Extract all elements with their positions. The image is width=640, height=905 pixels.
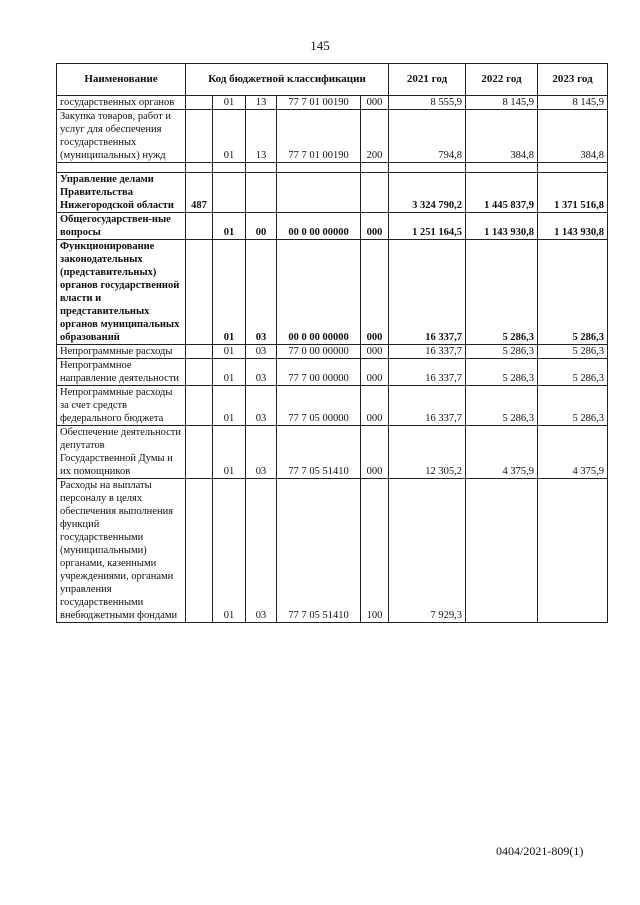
- subsection-code-cell: 13: [246, 96, 277, 110]
- expense-type-code-cell: 100: [361, 479, 389, 623]
- spacer-cell: [186, 163, 213, 173]
- section-code-cell: 01: [213, 96, 246, 110]
- header-2021: 2021 год: [389, 64, 466, 96]
- row-name-cell: Закупка товаров, работ и услуг для обеспечения государственных (муниципальных) нужд: [57, 110, 186, 163]
- table-row: [57, 345, 608, 359]
- table-row: [57, 213, 608, 240]
- amount-2022-cell: 4 375,9: [466, 426, 538, 479]
- spacer-cell: [466, 163, 538, 173]
- header-name: Наименование: [57, 64, 186, 96]
- expense-type-code-cell: 000: [361, 345, 389, 359]
- row-name-cell: Непрограммное направление деятельности: [57, 359, 186, 386]
- dept-code-cell: [186, 386, 213, 426]
- budget-table: [56, 63, 608, 623]
- spacer-cell: [389, 163, 466, 173]
- amount-2022-cell: 5 286,3: [466, 359, 538, 386]
- amount-2021-cell: 16 337,7: [389, 240, 466, 345]
- section-code-cell: 01: [213, 345, 246, 359]
- expense-type-code-cell: 000: [361, 240, 389, 345]
- target-item-code-cell: 77 7 05 51410: [277, 479, 361, 623]
- spacer-cell: [213, 163, 246, 173]
- expense-type-code-cell: 000: [361, 359, 389, 386]
- table-body: [57, 96, 608, 623]
- target-item-code-cell: 00 0 00 00000: [277, 213, 361, 240]
- section-code-cell: 01: [213, 240, 246, 345]
- amount-2021-cell: 1 251 164,5: [389, 213, 466, 240]
- amount-2023-cell: 384,8: [538, 110, 608, 163]
- amount-2021-cell: 16 337,7: [389, 345, 466, 359]
- spacer-cell: [246, 163, 277, 173]
- target-item-code-cell: 00 0 00 00000: [277, 240, 361, 345]
- amount-2021-cell: 7 929,3: [389, 479, 466, 623]
- amount-2023-cell: 5 286,3: [538, 240, 608, 345]
- table-row: [57, 96, 608, 110]
- spacer-cell: [277, 163, 361, 173]
- amount-2022-cell: 5 286,3: [466, 386, 538, 426]
- dept-code-cell: [186, 479, 213, 623]
- dept-code-cell: [186, 213, 213, 240]
- subsection-code-cell: 03: [246, 345, 277, 359]
- amount-2022-cell: 384,8: [466, 110, 538, 163]
- amount-2021-cell: 16 337,7: [389, 386, 466, 426]
- header-2023: 2023 год: [538, 64, 608, 96]
- row-name-cell: Непрограммные расходы: [57, 345, 186, 359]
- spacer-cell: [57, 163, 186, 173]
- expense-type-code-cell: 000: [361, 213, 389, 240]
- spacer-cell: [538, 163, 608, 173]
- table-spacer-row: [57, 163, 608, 173]
- table-row: [57, 426, 608, 479]
- section-code-cell: [213, 173, 246, 213]
- row-name-cell: Управление делами Правительства Нижегородской области: [57, 173, 186, 213]
- target-item-code-cell: 77 0 00 00000: [277, 345, 361, 359]
- subsection-code-cell: 00: [246, 213, 277, 240]
- expense-type-code-cell: 000: [361, 96, 389, 110]
- dept-code-cell: [186, 345, 213, 359]
- section-code-cell: 01: [213, 359, 246, 386]
- target-item-code-cell: 77 7 00 00000: [277, 359, 361, 386]
- amount-2022-cell: 1 445 837,9: [466, 173, 538, 213]
- amount-2022-cell: 5 286,3: [466, 240, 538, 345]
- amount-2021-cell: 8 555,9: [389, 96, 466, 110]
- expense-type-code-cell: 000: [361, 386, 389, 426]
- amount-2022-cell: 1 143 930,8: [466, 213, 538, 240]
- amount-2021-cell: 16 337,7: [389, 359, 466, 386]
- target-item-code-cell: 77 7 01 00190: [277, 110, 361, 163]
- table-row: [57, 173, 608, 213]
- row-name-cell: Общегосударствен-ные вопросы: [57, 213, 186, 240]
- target-item-code-cell: 77 7 05 51410: [277, 426, 361, 479]
- table-row: [57, 240, 608, 345]
- table-row: [57, 359, 608, 386]
- dept-code-cell: [186, 426, 213, 479]
- section-code-cell: 01: [213, 110, 246, 163]
- subsection-code-cell: 13: [246, 110, 277, 163]
- dept-code-cell: [186, 359, 213, 386]
- table-header-row: [57, 64, 608, 96]
- row-name-cell: Расходы на выплаты персоналу в целях обеспечения выполнения функций государственными (муниципальными) органами, казенными учреждениями, органами управления государственными внебюджетными фондами: [57, 479, 186, 623]
- header-2022: 2022 год: [466, 64, 538, 96]
- subsection-code-cell: 03: [246, 479, 277, 623]
- amount-2023-cell: 5 286,3: [538, 345, 608, 359]
- subsection-code-cell: 03: [246, 426, 277, 479]
- dept-code-cell: [186, 240, 213, 345]
- dept-code-cell: [186, 96, 213, 110]
- table-row: [57, 110, 608, 163]
- section-code-cell: 01: [213, 479, 246, 623]
- expense-type-code-cell: 000: [361, 426, 389, 479]
- spacer-cell: [361, 163, 389, 173]
- document-number: 0404/2021-809(1): [496, 844, 584, 858]
- expense-type-code-cell: [361, 173, 389, 213]
- target-item-code-cell: [277, 173, 361, 213]
- dept-code-cell: 487: [186, 173, 213, 213]
- table-row: [57, 479, 608, 623]
- section-code-cell: 01: [213, 386, 246, 426]
- amount-2023-cell: 4 375,9: [538, 426, 608, 479]
- page-number: 145: [310, 38, 330, 53]
- row-name-cell: государственных органов: [57, 96, 186, 110]
- section-code-cell: 01: [213, 213, 246, 240]
- dept-code-cell: [186, 110, 213, 163]
- amount-2022-cell: [466, 479, 538, 623]
- amount-2023-cell: [538, 479, 608, 623]
- row-name-cell: Обеспечение деятельности депутатов Государственной Думы и их помощников: [57, 426, 186, 479]
- amount-2023-cell: 1 143 930,8: [538, 213, 608, 240]
- subsection-code-cell: 03: [246, 240, 277, 345]
- amount-2023-cell: 1 371 516,8: [538, 173, 608, 213]
- amount-2021-cell: 794,8: [389, 110, 466, 163]
- table-row: [57, 386, 608, 426]
- section-code-cell: 01: [213, 426, 246, 479]
- amount-2022-cell: 8 145,9: [466, 96, 538, 110]
- amount-2021-cell: 12 305,2: [389, 426, 466, 479]
- amount-2023-cell: 5 286,3: [538, 386, 608, 426]
- amount-2022-cell: 5 286,3: [466, 345, 538, 359]
- subsection-code-cell: 03: [246, 359, 277, 386]
- target-item-code-cell: 77 7 01 00190: [277, 96, 361, 110]
- expense-type-code-cell: 200: [361, 110, 389, 163]
- subsection-code-cell: [246, 173, 277, 213]
- subsection-code-cell: 03: [246, 386, 277, 426]
- row-name-cell: Функционирование законодательных (представительных) органов государственной власти и представительных органов муниципальных образований: [57, 240, 186, 345]
- amount-2023-cell: 8 145,9: [538, 96, 608, 110]
- target-item-code-cell: 77 7 05 00000: [277, 386, 361, 426]
- row-name-cell: Непрограммные расходы за счет средств федерального бюджета: [57, 386, 186, 426]
- amount-2023-cell: 5 286,3: [538, 359, 608, 386]
- amount-2021-cell: 3 324 790,2: [389, 173, 466, 213]
- header-code: Код бюджетной классификации: [186, 64, 389, 96]
